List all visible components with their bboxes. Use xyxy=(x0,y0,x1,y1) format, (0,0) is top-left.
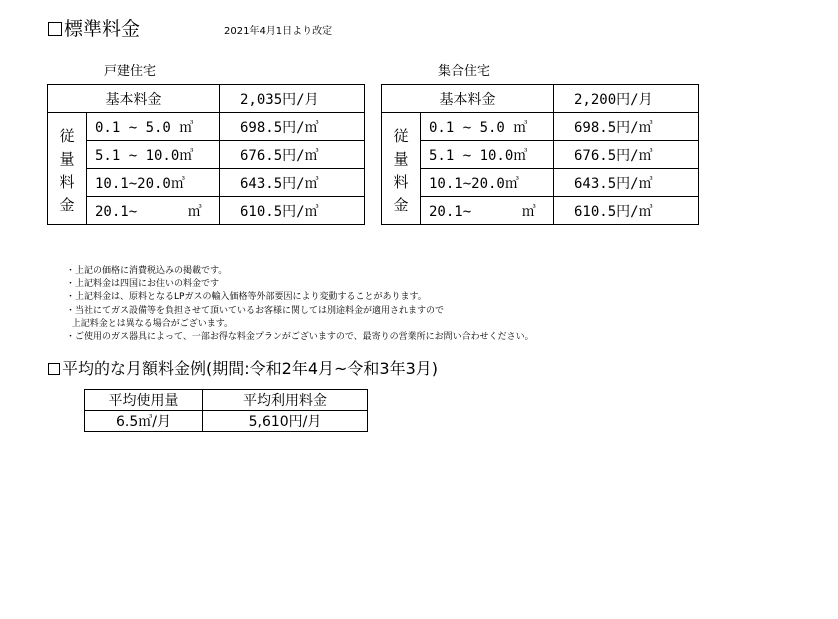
usage-range: 20.1~ ㎥ xyxy=(421,197,554,225)
basic-fee-label: 基本料金 xyxy=(382,85,554,113)
average-fee-value: 5,610円/月 xyxy=(203,411,368,432)
usage-range: 20.1~ ㎥ xyxy=(87,197,220,225)
notes-list xyxy=(66,265,534,344)
section-title: 平均的な月額料金例(期間:令和2年4月~令和3年3月) xyxy=(62,359,439,378)
basic-fee-label: 基本料金 xyxy=(48,85,220,113)
column-header-average-fee: 平均利用料金 xyxy=(203,390,368,411)
table-row xyxy=(382,113,699,141)
table-row xyxy=(382,141,699,169)
usage-range: 0.1 ~ 5.0 ㎥ xyxy=(87,113,220,141)
basic-fee-value: 2,200円/月 xyxy=(554,85,699,113)
table-row xyxy=(48,169,365,197)
unit-price: 676.5円/㎥ xyxy=(220,141,365,169)
unit-price: 610.5円/㎥ xyxy=(220,197,365,225)
note-item: ・上記料金は四国にお住いの料金です xyxy=(66,279,220,290)
table-row xyxy=(48,113,365,141)
unit-price: 676.5円/㎥ xyxy=(554,141,699,169)
section-heading-monthly-example xyxy=(48,356,438,379)
unit-price: 643.5円/㎥ xyxy=(554,169,699,197)
table-title-apartment: 集合住宅 xyxy=(438,64,491,79)
table-row xyxy=(48,197,365,225)
table-row xyxy=(382,197,699,225)
table-row xyxy=(48,141,365,169)
average-monthly-table xyxy=(84,389,368,432)
section-title: 標準料金 xyxy=(64,18,141,40)
rate-table-detached-house xyxy=(47,84,365,225)
unit-price: 698.5円/㎥ xyxy=(554,113,699,141)
usage-range: 10.1~20.0㎥ xyxy=(421,169,554,197)
table-row xyxy=(48,85,365,113)
unit-price: 643.5円/㎥ xyxy=(220,169,365,197)
square-bullet-icon xyxy=(48,363,60,375)
unit-price: 698.5円/㎥ xyxy=(220,113,365,141)
usage-range: 5.1 ~ 10.0㎥ xyxy=(87,141,220,169)
usage-fee-vertical-label: 従 量 料 金 xyxy=(48,113,87,225)
note-item: ・ご使用のガス器具によって、一部お得な料金プランがございますので、最寄りの営業所にお問い合わせください。 xyxy=(66,332,534,343)
table-title-detached-house: 戸建住宅 xyxy=(104,64,157,79)
note-item: 上記料金とは異なる場合がございます。 xyxy=(66,318,234,329)
table-row xyxy=(85,390,368,411)
unit-price: 610.5円/㎥ xyxy=(554,197,699,225)
note-item: ・上記の価格に消費税込みの掲載です。 xyxy=(66,266,228,276)
usage-range: 5.1 ~ 10.0㎥ xyxy=(421,141,554,169)
revision-date-note: 2021年4月1日より改定 xyxy=(224,26,333,37)
table-row xyxy=(382,169,699,197)
average-usage-value: 6.5㎥/月 xyxy=(85,411,203,432)
table-row xyxy=(382,85,699,113)
table-row xyxy=(85,411,368,432)
section-heading-standard-rates xyxy=(48,14,140,41)
usage-fee-vertical-label: 従 量 料 金 xyxy=(382,113,421,225)
usage-range: 10.1~20.0㎥ xyxy=(87,169,220,197)
usage-range: 0.1 ~ 5.0 ㎥ xyxy=(421,113,554,141)
note-item: ・上記料金は、原料となるLPガスの輸入価格等外部要因により変動することがあります。 xyxy=(66,292,427,303)
column-header-average-usage: 平均使用量 xyxy=(85,390,203,411)
basic-fee-value: 2,035円/月 xyxy=(220,85,365,113)
note-item: ・当社にてガス設備等を負担させて頂いているお客様に関しては別途料金が適用されますので xyxy=(66,305,445,316)
rate-table-apartment xyxy=(381,84,699,225)
square-bullet-icon xyxy=(48,22,62,36)
